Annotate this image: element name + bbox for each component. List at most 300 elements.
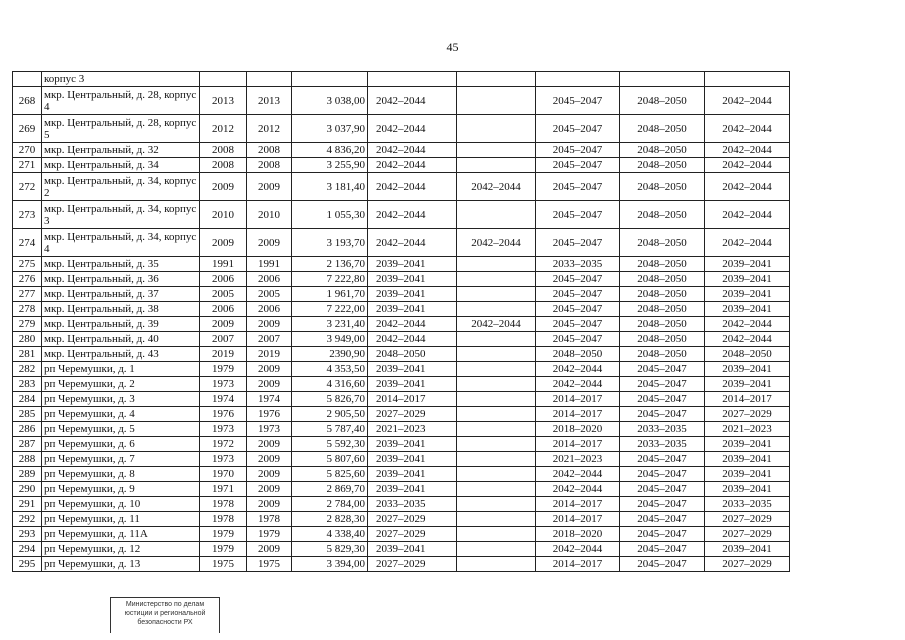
- cell-period-1: 2042–2044: [368, 158, 457, 173]
- cell-period-4: 2048–2050: [620, 347, 705, 362]
- cell-period-2: [457, 201, 536, 229]
- cell-period-5: 2014–2017: [705, 392, 790, 407]
- cell-period-5: 2039–2041: [705, 362, 790, 377]
- cell-period-4: 2048–2050: [620, 201, 705, 229]
- cell-commission-year: 1991: [247, 257, 292, 272]
- cell-build-year: 1973: [200, 422, 247, 437]
- cell-row-number: 281: [13, 347, 42, 362]
- cell-row-number: 290: [13, 482, 42, 497]
- cell-row-number: 293: [13, 527, 42, 542]
- cell-area: 2 784,00: [292, 497, 368, 512]
- cell-period-1: 2039–2041: [368, 257, 457, 272]
- cell-period-5: 2048–2050: [705, 347, 790, 362]
- table-row: [13, 512, 790, 527]
- cell-area: 1 961,70: [292, 287, 368, 302]
- cell-period-4: 2048–2050: [620, 257, 705, 272]
- cell-commission-year: 1976: [247, 407, 292, 422]
- cell-period-5: 2039–2041: [705, 272, 790, 287]
- cell-build-year: 2007: [200, 332, 247, 347]
- table-row: [13, 407, 790, 422]
- cell-period-3: 2014–2017: [536, 512, 620, 527]
- cell-period-1: 2021–2023: [368, 422, 457, 437]
- cell-period-4: 2048–2050: [620, 158, 705, 173]
- table-row: [13, 557, 790, 572]
- cell-area: 5 807,60: [292, 452, 368, 467]
- cell-commission-year: 2009: [247, 467, 292, 482]
- cell-build-year: 2006: [200, 302, 247, 317]
- cell-period-2: 2042–2044: [457, 229, 536, 257]
- cell-period-1: 2042–2044: [368, 201, 457, 229]
- cell-period-1: 2039–2041: [368, 452, 457, 467]
- cell-period-2: [457, 115, 536, 143]
- cell-commission-year: 1979: [247, 527, 292, 542]
- cell-area: 5 592,30: [292, 437, 368, 452]
- cell-row-number: 283: [13, 377, 42, 392]
- cell-period-1: 2039–2041: [368, 377, 457, 392]
- cell-row-number: 269: [13, 115, 42, 143]
- cell-row-number: 273: [13, 201, 42, 229]
- cell-period-2: [457, 302, 536, 317]
- cell-address: рп Черемушки, д. 7: [42, 452, 200, 467]
- cell-period-1: 2039–2041: [368, 362, 457, 377]
- table-row: [13, 257, 790, 272]
- cell-build-year: 1972: [200, 437, 247, 452]
- table-row: [13, 422, 790, 437]
- cell-period-5: 2042–2044: [705, 173, 790, 201]
- table-row: [13, 347, 790, 362]
- cell-build-year: 2012: [200, 115, 247, 143]
- cell-area: 3 181,40: [292, 173, 368, 201]
- cell-area: 4 338,40: [292, 527, 368, 542]
- table-row: [13, 542, 790, 557]
- cell-period-1: 2039–2041: [368, 467, 457, 482]
- cell-period-2: [457, 87, 536, 115]
- cell-period-1: 2027–2029: [368, 407, 457, 422]
- cell-period-4: 2045–2047: [620, 467, 705, 482]
- cell-address: рп Черемушки, д. 2: [42, 377, 200, 392]
- cell-period-3: 2042–2044: [536, 482, 620, 497]
- cell-area: 1 055,30: [292, 201, 368, 229]
- registry-table-body: [13, 72, 790, 572]
- cell-period-3: 2014–2017: [536, 407, 620, 422]
- cell-period-1: 2027–2029: [368, 557, 457, 572]
- cell-row-number: 278: [13, 302, 42, 317]
- cell-period-5: 2021–2023: [705, 422, 790, 437]
- cell-build-year: [200, 72, 247, 87]
- cell-row-number: 292: [13, 512, 42, 527]
- table-row: [13, 437, 790, 452]
- cell-period-4: 2045–2047: [620, 377, 705, 392]
- cell-period-2: [457, 362, 536, 377]
- cell-period-4: 2048–2050: [620, 332, 705, 347]
- cell-period-3: 2033–2035: [536, 257, 620, 272]
- cell-build-year: 2008: [200, 158, 247, 173]
- cell-period-5: 2039–2041: [705, 257, 790, 272]
- cell-period-3: 2014–2017: [536, 392, 620, 407]
- cell-row-number: 280: [13, 332, 42, 347]
- table-row: [13, 497, 790, 512]
- cell-period-5: 2042–2044: [705, 332, 790, 347]
- cell-address: мкр. Центральный, д. 28, корпус 5: [42, 115, 200, 143]
- cell-build-year: 2005: [200, 287, 247, 302]
- cell-address: рп Черемушки, д. 12: [42, 542, 200, 557]
- cell-period-1: 2042–2044: [368, 173, 457, 201]
- cell-period-2: [457, 542, 536, 557]
- cell-address: рп Черемушки, д. 3: [42, 392, 200, 407]
- cell-period-2: [457, 332, 536, 347]
- cell-period-4: 2045–2047: [620, 482, 705, 497]
- cell-area: 3 949,00: [292, 332, 368, 347]
- table-row: [13, 482, 790, 497]
- table-row: [13, 143, 790, 158]
- cell-commission-year: 2009: [247, 173, 292, 201]
- cell-period-1: 2042–2044: [368, 143, 457, 158]
- cell-period-1: 2014–2017: [368, 392, 457, 407]
- cell-period-2: [457, 467, 536, 482]
- cell-build-year: 1979: [200, 542, 247, 557]
- table-row: [13, 527, 790, 542]
- cell-period-5: 2039–2041: [705, 452, 790, 467]
- table-row: [13, 229, 790, 257]
- cell-address: мкр. Центральный, д. 39: [42, 317, 200, 332]
- cell-period-1: 2048–2050: [368, 347, 457, 362]
- cell-period-3: 2045–2047: [536, 287, 620, 302]
- cell-period-4: 2045–2047: [620, 452, 705, 467]
- cell-period-3: 2048–2050: [536, 347, 620, 362]
- cell-build-year: 1971: [200, 482, 247, 497]
- cell-row-number: 286: [13, 422, 42, 437]
- cell-period-1: 2027–2029: [368, 527, 457, 542]
- table-row: [13, 72, 790, 87]
- cell-period-3: 2045–2047: [536, 87, 620, 115]
- cell-period-1: 2042–2044: [368, 115, 457, 143]
- cell-area: 2 869,70: [292, 482, 368, 497]
- cell-row-number: 284: [13, 392, 42, 407]
- cell-row-number: 272: [13, 173, 42, 201]
- cell-build-year: 2009: [200, 317, 247, 332]
- cell-period-1: 2027–2029: [368, 512, 457, 527]
- cell-row-number: 288: [13, 452, 42, 467]
- cell-period-5: 2042–2044: [705, 115, 790, 143]
- cell-period-5: 2039–2041: [705, 377, 790, 392]
- cell-period-3: 2045–2047: [536, 317, 620, 332]
- cell-period-5: 2039–2041: [705, 467, 790, 482]
- cell-period-5: 2027–2029: [705, 557, 790, 572]
- cell-period-4: 2048–2050: [620, 87, 705, 115]
- cell-build-year: 1979: [200, 362, 247, 377]
- cell-address: корпус 3: [42, 72, 200, 87]
- cell-address: мкр. Центральный, д. 40: [42, 332, 200, 347]
- cell-commission-year: 2009: [247, 497, 292, 512]
- cell-address: мкр. Центральный, д. 34, корпус 2: [42, 173, 200, 201]
- cell-build-year: 1978: [200, 512, 247, 527]
- cell-period-1: 2039–2041: [368, 482, 457, 497]
- cell-period-4: 2048–2050: [620, 173, 705, 201]
- cell-period-5: 2042–2044: [705, 158, 790, 173]
- cell-area: 3 231,40: [292, 317, 368, 332]
- table-row: [13, 201, 790, 229]
- cell-period-1: 2042–2044: [368, 332, 457, 347]
- table-row: [13, 362, 790, 377]
- cell-build-year: 1975: [200, 557, 247, 572]
- cell-period-3: 2045–2047: [536, 302, 620, 317]
- cell-period-5: 2042–2044: [705, 317, 790, 332]
- cell-build-year: 2009: [200, 173, 247, 201]
- cell-address: рп Черемушки, д. 11: [42, 512, 200, 527]
- cell-period-2: [457, 72, 536, 87]
- cell-address: рп Черемушки, д. 9: [42, 482, 200, 497]
- cell-commission-year: 2008: [247, 143, 292, 158]
- cell-period-1: 2033–2035: [368, 497, 457, 512]
- cell-row-number: 270: [13, 143, 42, 158]
- cell-period-2: [457, 347, 536, 362]
- cell-period-5: [705, 72, 790, 87]
- cell-period-3: 2018–2020: [536, 422, 620, 437]
- cell-period-4: 2048–2050: [620, 287, 705, 302]
- cell-period-4: 2045–2047: [620, 407, 705, 422]
- cell-period-2: [457, 143, 536, 158]
- cell-address: мкр. Центральный, д. 34: [42, 158, 200, 173]
- table-row: [13, 287, 790, 302]
- cell-commission-year: 1973: [247, 422, 292, 437]
- cell-period-4: 2045–2047: [620, 557, 705, 572]
- cell-period-4: 2045–2047: [620, 527, 705, 542]
- cell-area: 5 826,70: [292, 392, 368, 407]
- cell-commission-year: 2005: [247, 287, 292, 302]
- cell-commission-year: 2012: [247, 115, 292, 143]
- housing-registry-table: [12, 71, 790, 572]
- cell-commission-year: 2009: [247, 482, 292, 497]
- table-row: [13, 173, 790, 201]
- cell-build-year: 2008: [200, 143, 247, 158]
- cell-period-3: 2018–2020: [536, 527, 620, 542]
- cell-period-2: [457, 257, 536, 272]
- cell-period-2: [457, 512, 536, 527]
- table-row: [13, 272, 790, 287]
- cell-period-3: 2045–2047: [536, 115, 620, 143]
- cell-period-5: 2027–2029: [705, 407, 790, 422]
- cell-area: 2 905,50: [292, 407, 368, 422]
- cell-period-5: 2027–2029: [705, 512, 790, 527]
- cell-period-3: [536, 72, 620, 87]
- cell-build-year: 1978: [200, 497, 247, 512]
- cell-period-3: 2042–2044: [536, 377, 620, 392]
- cell-commission-year: 1975: [247, 557, 292, 572]
- cell-commission-year: 1978: [247, 512, 292, 527]
- cell-row-number: 277: [13, 287, 42, 302]
- cell-period-4: 2045–2047: [620, 497, 705, 512]
- cell-period-5: 2033–2035: [705, 497, 790, 512]
- cell-period-2: [457, 392, 536, 407]
- cell-period-5: 2039–2041: [705, 437, 790, 452]
- cell-period-3: 2045–2047: [536, 173, 620, 201]
- cell-period-2: [457, 452, 536, 467]
- cell-area: 4 353,50: [292, 362, 368, 377]
- cell-period-1: 2039–2041: [368, 272, 457, 287]
- cell-period-3: 2045–2047: [536, 272, 620, 287]
- cell-period-5: 2042–2044: [705, 201, 790, 229]
- stamp-line-2: юстиции и региональной: [124, 610, 206, 617]
- cell-commission-year: 2013: [247, 87, 292, 115]
- cell-period-2: [457, 557, 536, 572]
- cell-address: мкр. Центральный, д. 43: [42, 347, 200, 362]
- cell-period-2: [457, 377, 536, 392]
- cell-period-2: [457, 527, 536, 542]
- cell-period-4: 2045–2047: [620, 542, 705, 557]
- table-row: [13, 392, 790, 407]
- cell-commission-year: 1974: [247, 392, 292, 407]
- cell-commission-year: 2009: [247, 317, 292, 332]
- cell-period-4: 2048–2050: [620, 143, 705, 158]
- cell-commission-year: 2009: [247, 437, 292, 452]
- cell-row-number: 275: [13, 257, 42, 272]
- cell-period-3: 2045–2047: [536, 158, 620, 173]
- cell-commission-year: 2009: [247, 377, 292, 392]
- cell-commission-year: 2019: [247, 347, 292, 362]
- cell-commission-year: 2006: [247, 272, 292, 287]
- cell-address: рп Черемушки, д. 4: [42, 407, 200, 422]
- cell-period-4: 2048–2050: [620, 229, 705, 257]
- cell-address: мкр. Центральный, д. 28, корпус 4: [42, 87, 200, 115]
- cell-period-2: 2042–2044: [457, 173, 536, 201]
- cell-period-5: 2042–2044: [705, 229, 790, 257]
- cell-period-5: 2039–2041: [705, 287, 790, 302]
- cell-period-5: 2039–2041: [705, 482, 790, 497]
- cell-area: 4 836,20: [292, 143, 368, 158]
- cell-period-3: 2045–2047: [536, 201, 620, 229]
- cell-area: 2 828,30: [292, 512, 368, 527]
- cell-build-year: 2009: [200, 229, 247, 257]
- cell-address: рп Черемушки, д. 11А: [42, 527, 200, 542]
- cell-period-1: 2042–2044: [368, 317, 457, 332]
- cell-period-4: 2048–2050: [620, 317, 705, 332]
- cell-period-3: 2045–2047: [536, 332, 620, 347]
- cell-build-year: 2019: [200, 347, 247, 362]
- cell-address: рп Черемушки, д. 8: [42, 467, 200, 482]
- cell-build-year: 2006: [200, 272, 247, 287]
- cell-area: 5 825,60: [292, 467, 368, 482]
- cell-row-number: 268: [13, 87, 42, 115]
- cell-area: 4 316,60: [292, 377, 368, 392]
- cell-row-number: 295: [13, 557, 42, 572]
- cell-period-1: 2042–2044: [368, 87, 457, 115]
- cell-period-3: 2042–2044: [536, 362, 620, 377]
- cell-period-1: 2039–2041: [368, 542, 457, 557]
- cell-period-5: 2039–2041: [705, 302, 790, 317]
- table-row: [13, 158, 790, 173]
- cell-row-number: 294: [13, 542, 42, 557]
- cell-period-1: [368, 72, 457, 87]
- cell-commission-year: [247, 72, 292, 87]
- cell-address: мкр. Центральный, д. 36: [42, 272, 200, 287]
- cell-period-4: 2045–2047: [620, 362, 705, 377]
- cell-build-year: 1979: [200, 527, 247, 542]
- cell-address: рп Черемушки, д. 13: [42, 557, 200, 572]
- cell-build-year: 1973: [200, 377, 247, 392]
- cell-period-4: 2048–2050: [620, 272, 705, 287]
- cell-period-4: 2048–2050: [620, 115, 705, 143]
- cell-address: рп Черемушки, д. 6: [42, 437, 200, 452]
- cell-period-2: [457, 158, 536, 173]
- cell-period-2: [457, 437, 536, 452]
- cell-address: мкр. Центральный, д. 35: [42, 257, 200, 272]
- table-row: [13, 467, 790, 482]
- cell-build-year: 1970: [200, 467, 247, 482]
- cell-address: рп Черемушки, д. 5: [42, 422, 200, 437]
- cell-commission-year: 2008: [247, 158, 292, 173]
- cell-area: 3 037,90: [292, 115, 368, 143]
- cell-commission-year: 2009: [247, 452, 292, 467]
- cell-address: мкр. Центральный, д. 37: [42, 287, 200, 302]
- cell-area: 3 038,00: [292, 87, 368, 115]
- cell-commission-year: 2007: [247, 332, 292, 347]
- cell-area: 3 255,90: [292, 158, 368, 173]
- cell-area: [292, 72, 368, 87]
- cell-period-4: 2048–2050: [620, 302, 705, 317]
- cell-area: 2 136,70: [292, 257, 368, 272]
- cell-commission-year: 2010: [247, 201, 292, 229]
- table-row: [13, 87, 790, 115]
- cell-period-1: 2039–2041: [368, 302, 457, 317]
- stamp-line-1: Министерство по делам: [125, 601, 205, 608]
- cell-area: 7 222,00: [292, 302, 368, 317]
- table-row: [13, 452, 790, 467]
- cell-build-year: 1991: [200, 257, 247, 272]
- cell-period-1: 2039–2041: [368, 437, 457, 452]
- cell-row-number: 276: [13, 272, 42, 287]
- page-number: 45: [446, 40, 459, 54]
- cell-row-number: 271: [13, 158, 42, 173]
- cell-period-4: 2045–2047: [620, 392, 705, 407]
- cell-row-number: 279: [13, 317, 42, 332]
- cell-address: рп Черемушки, д. 1: [42, 362, 200, 377]
- cell-period-4: 2033–2035: [620, 422, 705, 437]
- cell-period-5: 2042–2044: [705, 143, 790, 158]
- cell-period-2: [457, 407, 536, 422]
- cell-period-5: 2027–2029: [705, 527, 790, 542]
- cell-period-3: 2045–2047: [536, 229, 620, 257]
- cell-row-number: 282: [13, 362, 42, 377]
- cell-area: 2390,90: [292, 347, 368, 362]
- cell-area: 5 829,30: [292, 542, 368, 557]
- table-row: [13, 377, 790, 392]
- cell-period-3: 2014–2017: [536, 497, 620, 512]
- cell-area: 3 193,70: [292, 229, 368, 257]
- cell-address: мкр. Центральный, д. 32: [42, 143, 200, 158]
- cell-period-3: 2014–2017: [536, 437, 620, 452]
- cell-commission-year: 2006: [247, 302, 292, 317]
- cell-period-5: 2039–2041: [705, 542, 790, 557]
- cell-period-2: [457, 272, 536, 287]
- cell-period-4: [620, 72, 705, 87]
- cell-period-5: 2042–2044: [705, 87, 790, 115]
- cell-period-1: 2039–2041: [368, 287, 457, 302]
- cell-commission-year: 2009: [247, 229, 292, 257]
- table-row: [13, 317, 790, 332]
- table-row: [13, 302, 790, 317]
- cell-row-number: 289: [13, 467, 42, 482]
- cell-build-year: 1973: [200, 452, 247, 467]
- cell-row-number: 291: [13, 497, 42, 512]
- cell-build-year: 1976: [200, 407, 247, 422]
- cell-period-3: 2014–2017: [536, 557, 620, 572]
- ministry-stamp: [110, 597, 220, 633]
- cell-period-2: [457, 497, 536, 512]
- cell-period-3: 2042–2044: [536, 542, 620, 557]
- cell-address: мкр. Центральный, д. 34, корпус 4: [42, 229, 200, 257]
- cell-commission-year: 2009: [247, 542, 292, 557]
- cell-period-3: 2045–2047: [536, 143, 620, 158]
